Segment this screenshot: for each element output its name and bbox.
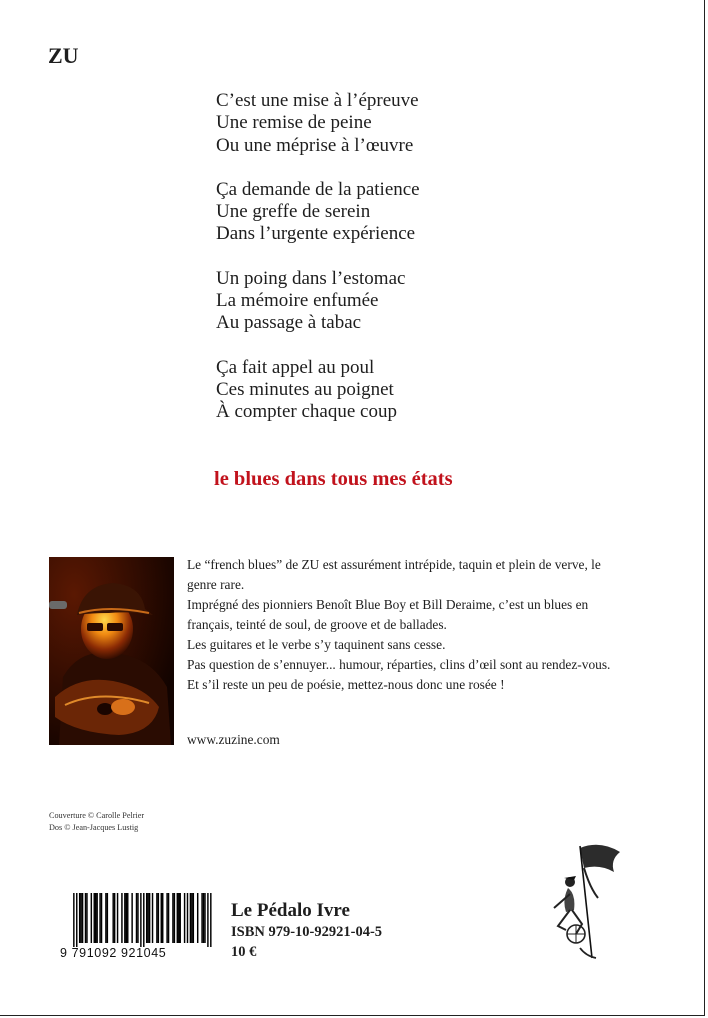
barcode-bar (107, 893, 108, 943)
description-paragraph: Les guitares et le verbe s’y taquinent sans cesse. (187, 637, 446, 652)
barcode-bar (158, 893, 159, 943)
barcode-bar (114, 893, 115, 943)
barcode-bar (136, 893, 137, 943)
barcode-bar (80, 893, 81, 943)
barcode-bar (161, 893, 162, 943)
barcode-bar (99, 893, 100, 943)
barcode-bar (94, 893, 95, 943)
description-paragraph: Et s’il reste un peu de poésie, mettez-nous donc une rosée ! (187, 677, 505, 692)
poem-line: Une remise de peine (216, 112, 372, 134)
barcode-bar (127, 893, 128, 943)
barcode-bar (191, 893, 192, 943)
barcode-bar (207, 893, 208, 947)
barcode-bar (95, 893, 96, 943)
barcode-bar (86, 893, 87, 943)
barcode-bar (201, 893, 202, 943)
barcode-bar (204, 893, 205, 943)
poem-stanza (216, 179, 420, 246)
barcode-bar (210, 893, 211, 947)
description-paragraph: Imprégné des pionniers Benoît Blue Boy et Bill Deraime, c’est un blues en français, teinté de soul, de groove et de ballades. (187, 597, 589, 632)
barcode-bar (76, 893, 77, 947)
barcode-bar (152, 893, 153, 943)
barcode-bar (96, 893, 97, 943)
album-tagline: le blues dans tous mes états (214, 468, 453, 490)
barcode-bar (149, 893, 150, 943)
barcode-digits: 9 791092 921045 (60, 946, 167, 960)
barcode-bar (91, 893, 92, 943)
poem-line: Un poing dans l’estomac (216, 267, 406, 289)
barcode-bar (162, 893, 163, 943)
barcode-bar (203, 893, 204, 943)
barcode-bar (131, 893, 132, 943)
photo-credits (49, 810, 144, 834)
barcode-bar (168, 893, 169, 943)
price: 10 € (231, 944, 257, 960)
barcode-bar (193, 893, 194, 943)
barcode-bar (187, 893, 188, 943)
isbn-number: ISBN 979-10-92921-04-5 (231, 924, 383, 940)
poem-line: Dans l’urgente expérience (216, 223, 416, 245)
poem-stanza (216, 357, 420, 424)
description-paragraph: Le “french blues” de ZU est assurément intrépide, taquin et plein de verve, le genre rare. (187, 557, 601, 592)
barcode-bar (117, 893, 118, 943)
artist-photo (49, 557, 174, 745)
barcode-bar (156, 893, 157, 943)
publisher-name: Le Pédalo Ivre (231, 900, 350, 921)
barcode-bar (105, 893, 106, 943)
barcode-bar (137, 893, 138, 943)
barcode-bar (126, 893, 127, 943)
poem-line: Au passage à tabac (216, 312, 362, 334)
barcode-bar (197, 893, 198, 943)
poem (216, 90, 420, 446)
poem-line: C’est une mise à l’épreuve (216, 90, 419, 111)
poem-stanza (216, 90, 420, 157)
poem-line: Ou une méprise à l’œuvre (216, 134, 414, 156)
poem-line: À compter chaque coup (216, 401, 397, 423)
album-description (187, 555, 627, 695)
description-paragraph: Pas question de s’ennuyer... humour, réparties, clins d’œil sont au rendez-vous. (187, 657, 611, 672)
barcode-bar (174, 893, 175, 943)
barcode-bar (179, 893, 180, 943)
barcode-bar (147, 893, 148, 943)
poem-line: Ça fait appel au poul (216, 356, 375, 378)
barcode-bar (124, 893, 125, 943)
barcode-bar (143, 893, 144, 947)
barcode-bar (146, 893, 147, 943)
back-credit: Dos © Jean-Jacques Lustig (49, 823, 139, 832)
barcode-bar (112, 893, 113, 943)
author-name: ZU (48, 43, 79, 68)
barcode-bar (140, 893, 141, 947)
barcode-bar (184, 893, 185, 943)
poem-line: La mémoire enfumée (216, 290, 379, 312)
barcode-bar (166, 893, 167, 943)
barcode-bar (190, 893, 191, 943)
poem-line: Une greffe de serein (216, 201, 371, 223)
barcode-bar (85, 893, 86, 943)
barcode-bar (101, 893, 102, 943)
barcode-bar (177, 893, 178, 943)
barcode-bar (73, 893, 74, 947)
poem-stanza (216, 268, 420, 335)
website-link[interactable]: www.zuzine.com (187, 732, 280, 747)
barcode-bar (178, 893, 179, 943)
barcode-bars (60, 893, 213, 947)
poem-line: Ça demande de la patience (216, 178, 420, 200)
isbn-barcode (60, 893, 213, 966)
publisher-logo (540, 838, 630, 968)
barcode-bar (82, 893, 83, 943)
poem-line: Ces minutes au poignet (216, 378, 394, 400)
barcode-bar (172, 893, 173, 943)
barcode-bar (79, 893, 80, 943)
barcode-bar (121, 893, 122, 943)
cover-credit: Couverture © Carolle Pelrier (49, 811, 145, 820)
